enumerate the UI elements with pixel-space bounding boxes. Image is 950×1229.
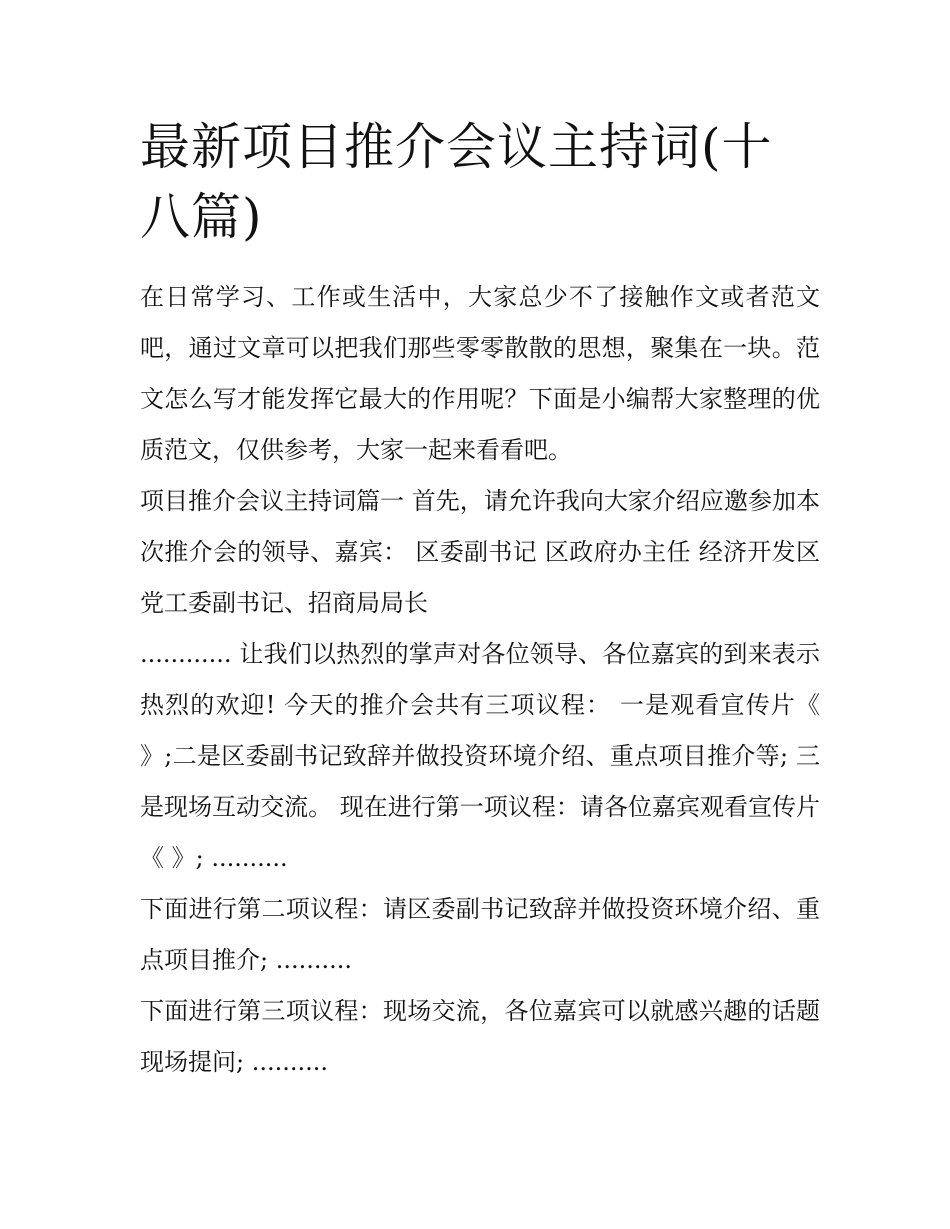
document-page [140, 112, 820, 1088]
paragraph-intro: 在日常学习、工作或生活中，大家总少不了接触作文或者范文吧，通过文章可以把我们那些零零散散的思想，聚集在一块。范文怎么写才能发挥它最大的作用呢？下面是小编帮大家整理的优质范文，仅供参考，大家一起来看看吧。 [140, 283, 820, 464]
document-title: 最新项目推介会议主持词(十八篇) [140, 118, 773, 246]
paragraph-guests: 项目推介会议主持词篇一 首先，请允许我向大家介绍应邀参加本次推介会的领导、嘉宾： 区委副书记 区政府办主任 经济开发区党工委副书记、招商局局长 [140, 487, 820, 617]
paragraph-item-two: 下面进行第二项议程：请区委副书记致辞并做投资环境介绍、重点项目推介; .......... [140, 895, 820, 974]
paragraph-agenda: ............ 让我们以热烈的掌声对各位领导、各位嘉宾的到来表示热烈的欢迎! 今天的推介会共有三项议程： 一是观看宣传片《 》;二是区委副书记致辞并做投资环境介绍、重点项目推介等; 三是现场互动交流。 现在进行第一项议程：请各位嘉宾观看宣传片《 》; .......... [140, 640, 820, 872]
paragraph-item-three: 下面进行第三项议程：现场交流，各位嘉宾可以就感兴趣的话题现场提问; .......... [140, 997, 820, 1076]
